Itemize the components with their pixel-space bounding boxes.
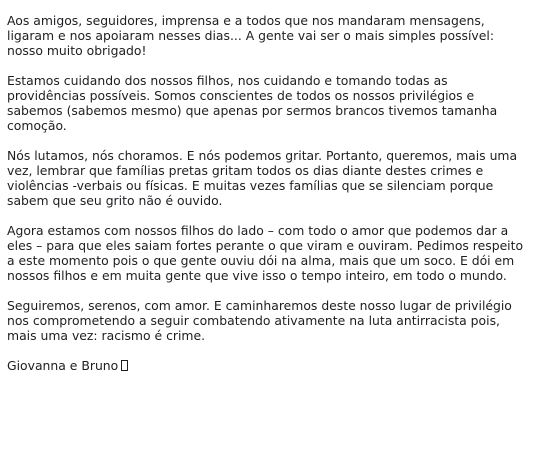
post-paragraph-5: Seguiremos, serenos, com amor. E caminharemos deste nosso lugar de privilégio nos comprometendo a seguir combatendo ativamente na luta antirracista pois, mais uma vez: racismo é crime. (7, 298, 512, 343)
missing-glyph-icon (121, 360, 128, 371)
post-paragraph-1: Aos amigos, seguidores, imprensa e a todos que nos mandaram mensagens, ligaram e nos apoiaram nesses dias... A gente vai ser o mais simples possível: nosso muito obrigado! (7, 13, 494, 58)
post-signature (7, 358, 527, 373)
post-paragraph-2: Estamos cuidando dos nossos filhos, nos cuidando e tomando todas as providências possíveis. Somos conscientes de todos os nossos privilégios e sabemos (sabemos mesmo) que apenas por sermos brancos tivemos tamanha comoção. (7, 73, 498, 133)
post-paragraph-3: Nós lutamos, nós choramos. E nós podemos gritar. Portanto, queremos, mais uma vez, lembrar que famílias pretas gritam todos os dias diante destes crimes e violências -verbais ou físicas. E muitas vezes famílias que se silenciam porque sabem que seu grito não é ouvido. (7, 148, 518, 208)
post-paragraph-4: Agora estamos com nossos filhos do lado – com todo o amor que podemos dar a eles – para que eles saiam fortes perante o que viram e ouviram. Pedimos respeito a este momento pois o que gente ouviu dói na alma, mais que um soco. E dói em nossos filhos e em muita gente que vive isso o tempo inteiro, em todo o mundo. (7, 223, 524, 283)
signature-text: Giovanna e Bruno (7, 358, 119, 373)
